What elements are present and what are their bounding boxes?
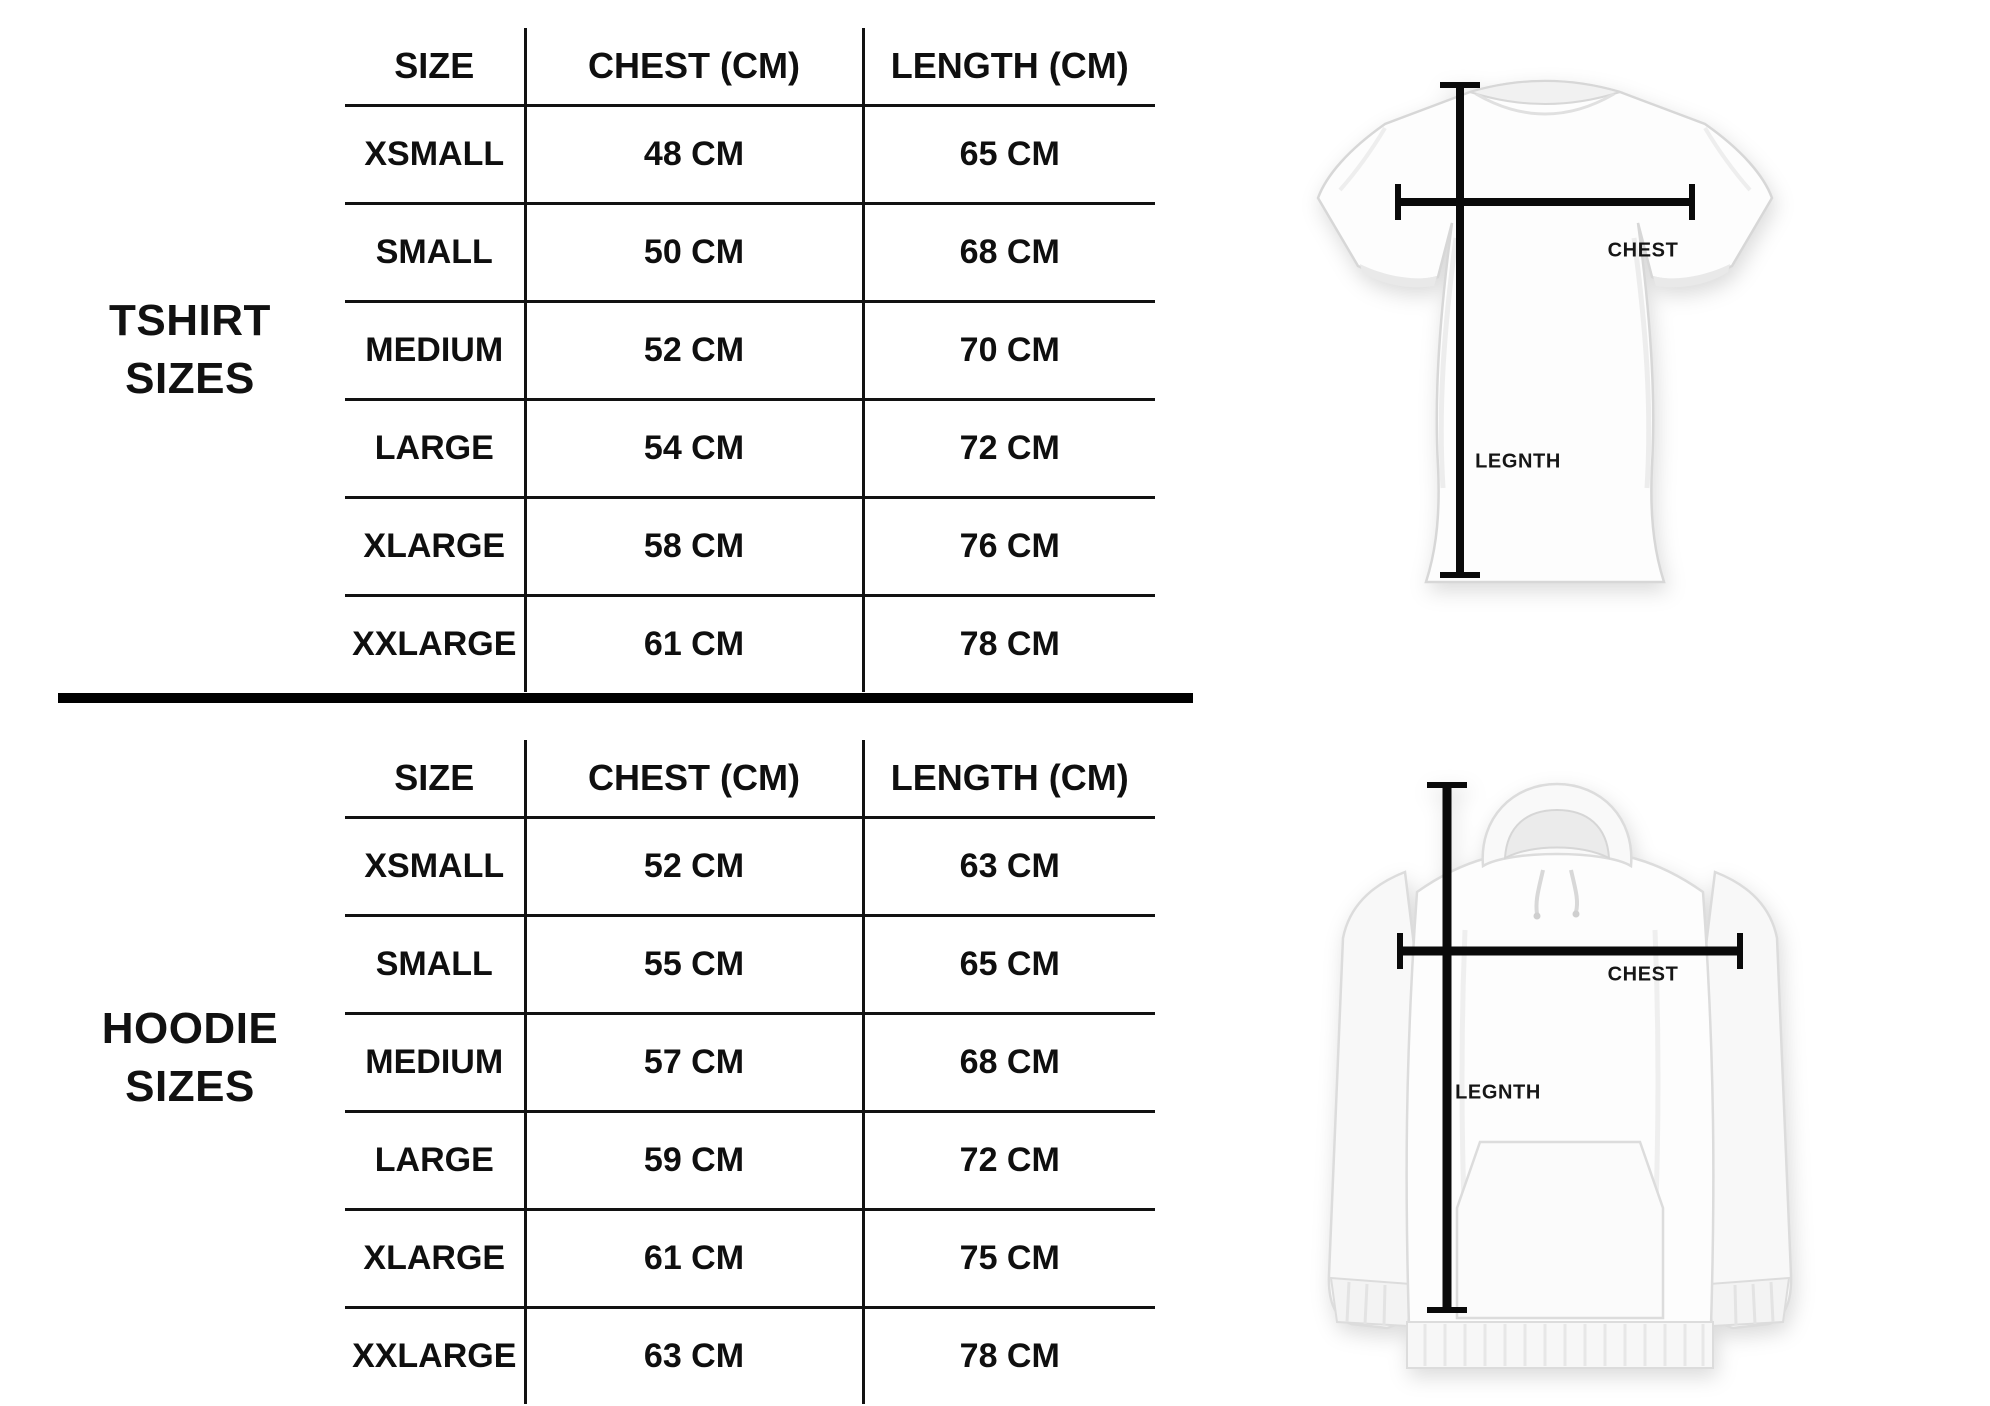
length-cell: 68 CM bbox=[863, 1014, 1155, 1112]
size-cell: LARGE bbox=[345, 400, 525, 498]
size-cell: MEDIUM bbox=[345, 302, 525, 400]
tshirt-size-table bbox=[345, 28, 1155, 692]
size-cell: SMALL bbox=[345, 204, 525, 302]
size-cell: XLARGE bbox=[345, 1210, 525, 1308]
chest-cell: 54 CM bbox=[525, 400, 863, 498]
table-row bbox=[345, 1308, 1155, 1405]
chest-cell: 48 CM bbox=[525, 106, 863, 204]
hoodie-chest-label: CHEST bbox=[1607, 963, 1679, 986]
length-cell: 68 CM bbox=[863, 204, 1155, 302]
hoodie-header-row bbox=[345, 740, 1155, 818]
table-row bbox=[345, 498, 1155, 596]
tshirt-header-row bbox=[345, 28, 1155, 106]
table-row bbox=[345, 400, 1155, 498]
tshirt-title-line1: TSHIRT bbox=[109, 296, 271, 345]
length-cell: 78 CM bbox=[863, 1308, 1155, 1405]
table-row bbox=[345, 106, 1155, 204]
length-cell: 75 CM bbox=[863, 1210, 1155, 1308]
hoodie-left-sleeve bbox=[1329, 872, 1417, 1328]
table-row bbox=[345, 818, 1155, 916]
tshirt-section-title bbox=[56, 292, 324, 408]
hoodie-hem bbox=[1407, 1322, 1713, 1368]
length-column-header: LENGTH (CM) bbox=[863, 28, 1155, 106]
chest-cell: 61 CM bbox=[525, 1210, 863, 1308]
length-cell: 72 CM bbox=[863, 400, 1155, 498]
hoodie-size-table bbox=[345, 740, 1155, 1404]
size-cell: LARGE bbox=[345, 1112, 525, 1210]
table-row bbox=[345, 1210, 1155, 1308]
tshirt-illustration bbox=[1280, 58, 1840, 658]
size-cell: XSMALL bbox=[364, 847, 505, 885]
tshirt-chest-label: CHEST bbox=[1607, 239, 1679, 262]
hoodie-illustration bbox=[1265, 770, 1855, 1390]
chest-cell: 61 CM bbox=[525, 596, 863, 693]
chest-column-header: CHEST (CM) bbox=[525, 28, 863, 106]
size-column-header: SIZE bbox=[345, 740, 525, 818]
tshirt-length-label: LEGNTH bbox=[1475, 450, 1561, 473]
size-cell: MEDIUM bbox=[345, 1014, 525, 1112]
table-row bbox=[345, 1014, 1155, 1112]
length-cell: 65 CM bbox=[863, 916, 1155, 1014]
tshirt-body bbox=[1318, 81, 1772, 582]
hoodie-section-title bbox=[56, 1000, 324, 1116]
hoodie-title-line2: SIZES bbox=[125, 1062, 255, 1111]
table-row bbox=[345, 302, 1155, 400]
section-divider bbox=[58, 693, 1193, 703]
table-row bbox=[345, 596, 1155, 693]
chest-cell: 52 CM bbox=[525, 818, 863, 916]
size-cell: XLARGE bbox=[345, 498, 525, 596]
chest-cell: 52 CM bbox=[525, 302, 863, 400]
tshirt-graphic bbox=[1280, 58, 1840, 658]
chest-cell: 63 CM bbox=[525, 1308, 863, 1405]
size-cell: SMALL bbox=[345, 916, 525, 1014]
length-column-header: LENGTH (CM) bbox=[863, 740, 1155, 818]
hoodie-graphic bbox=[1265, 770, 1855, 1390]
size-cell: XSMALL bbox=[364, 135, 505, 173]
table-row bbox=[345, 204, 1155, 302]
size-column-header: SIZE bbox=[345, 28, 525, 106]
length-cell: 70 CM bbox=[863, 302, 1155, 400]
table-row bbox=[345, 1112, 1155, 1210]
chest-cell: 50 CM bbox=[525, 204, 863, 302]
hoodie-length-label: LEGNTH bbox=[1455, 1081, 1541, 1104]
length-cell: 76 CM bbox=[863, 498, 1155, 596]
length-cell: 78 CM bbox=[863, 596, 1155, 693]
size-cell: XXLARGE bbox=[345, 1308, 525, 1405]
length-cell: 65 CM bbox=[959, 135, 1060, 173]
hoodie-title-line1: HOODIE bbox=[101, 1004, 279, 1053]
hoodie-pocket bbox=[1457, 1142, 1663, 1318]
chest-cell: 59 CM bbox=[525, 1112, 863, 1210]
size-cell: XXLARGE bbox=[345, 596, 525, 693]
tshirt-title-line2: SIZES bbox=[125, 354, 255, 403]
chest-column-header: CHEST (CM) bbox=[525, 740, 863, 818]
chest-cell: 58 CM bbox=[525, 498, 863, 596]
length-cell: 63 CM bbox=[959, 847, 1060, 885]
chest-cell: 57 CM bbox=[525, 1014, 863, 1112]
hoodie-right-sleeve bbox=[1703, 872, 1791, 1328]
length-cell: 72 CM bbox=[863, 1112, 1155, 1210]
table-row bbox=[345, 916, 1155, 1014]
chest-cell: 55 CM bbox=[525, 916, 863, 1014]
